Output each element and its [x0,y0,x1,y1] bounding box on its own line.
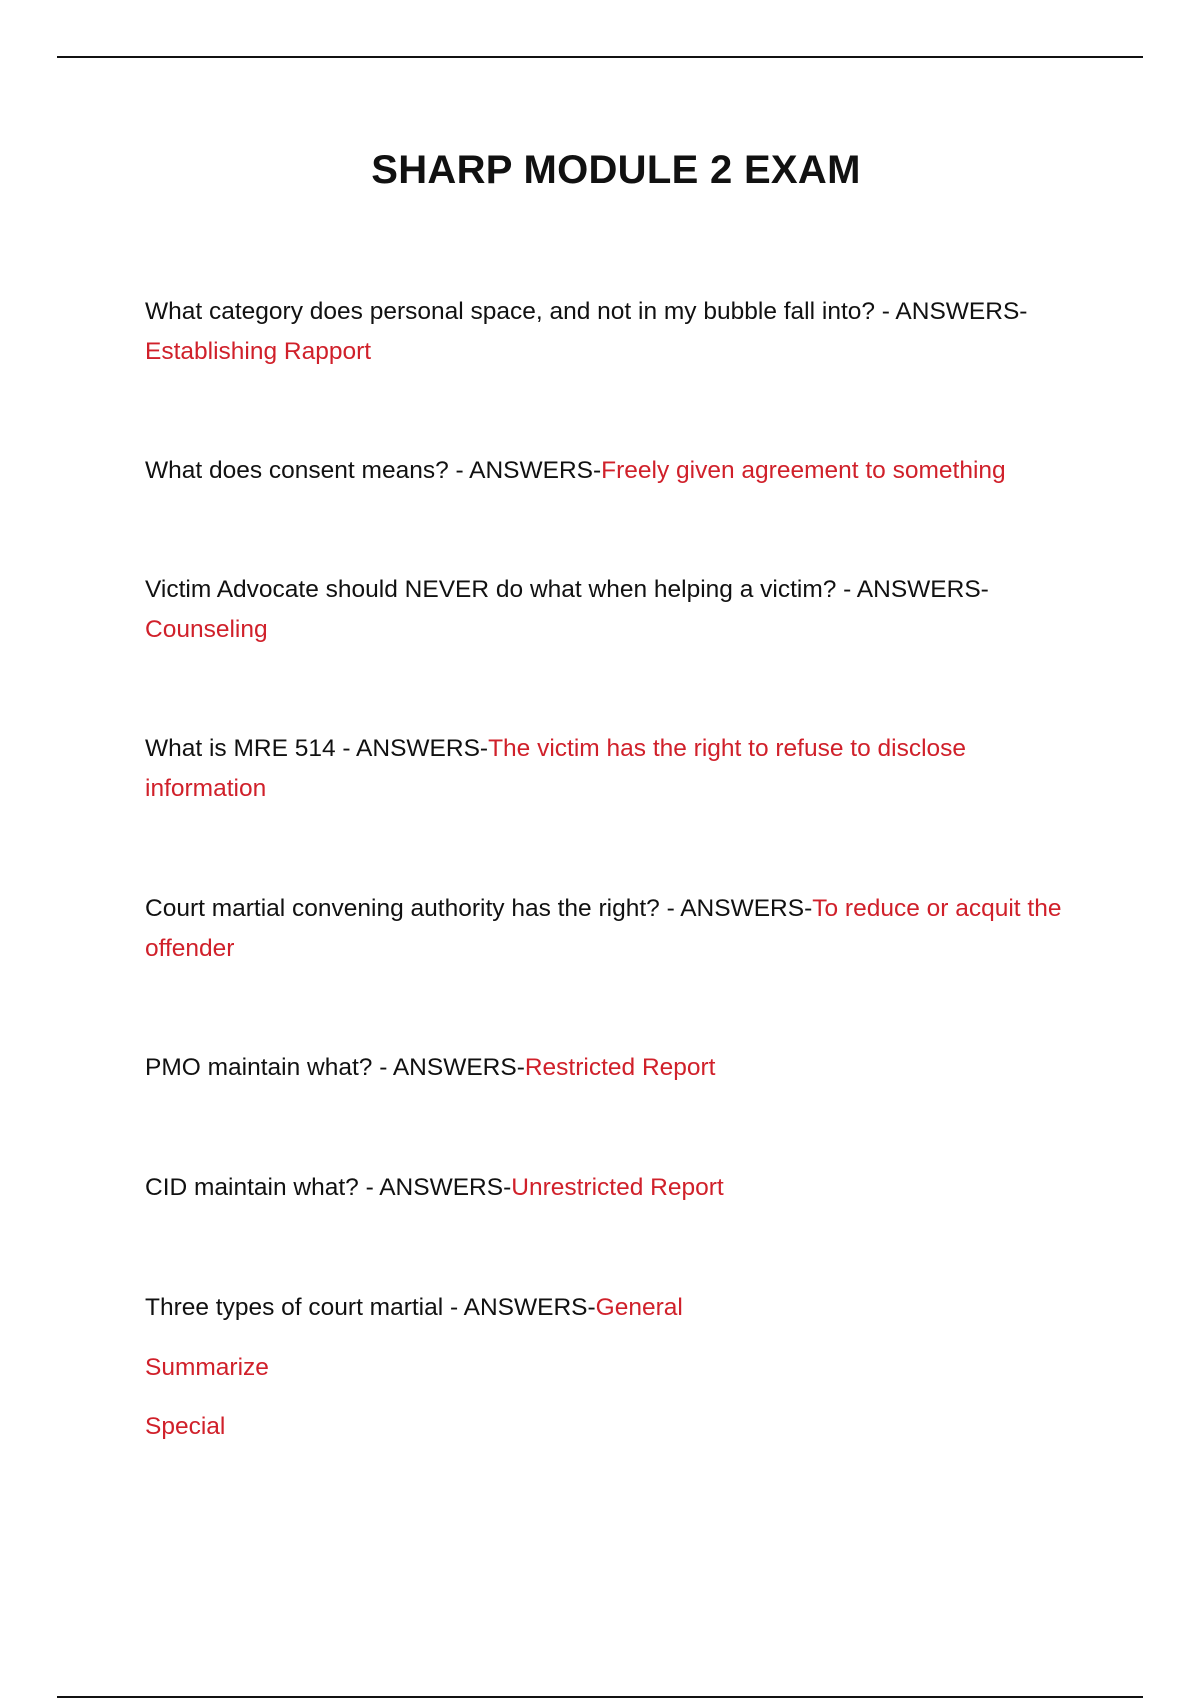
additional-answer: Special [145,1413,226,1440]
question-text: What category does personal space, and not in my bubble fall into? - ANSWERS- [145,298,1028,325]
question-text: CID maintain what? - ANSWERS- [145,1174,512,1201]
top-rule [57,56,1143,58]
qa-item [145,729,1075,809]
answer-text: To reduce or acquit the offender [145,895,1062,962]
question-text: What does consent means? - ANSWERS- [145,457,602,484]
answer-text: The victim has the right to refuse to disclose information [145,735,967,802]
qa-item [145,451,1075,491]
question-text: Court martial convening authority has the right? - ANSWERS- [145,895,813,922]
answer-text: Restricted Report [524,1054,716,1081]
question-text: PMO maintain what? - ANSWERS- [145,1054,525,1081]
qa-item [145,889,1075,969]
additional-answer: Summarize [145,1354,269,1381]
answer-text: Establishing Rapport [145,338,372,365]
question-text: What is MRE 514 - ANSWERS- [145,735,489,762]
bottom-rule [57,1696,1143,1698]
answer-text: Counseling [145,616,268,643]
answer-text: General [595,1294,683,1321]
qa-item [145,292,1075,372]
question-text: Three types of court martial - ANSWERS- [145,1294,596,1321]
answer-text: Unrestricted Report [511,1174,724,1201]
qa-item [145,1168,1075,1208]
page-title: SHARP MODULE 2 EXAM [371,148,861,192]
qa-item [145,1288,1075,1328]
question-text: Victim Advocate should NEVER do what when helping a victim? - ANSWERS- [145,576,989,603]
qa-item [145,1048,1075,1088]
qa-item [145,570,1075,650]
answer-text: Freely given agreement to something [601,457,1006,484]
